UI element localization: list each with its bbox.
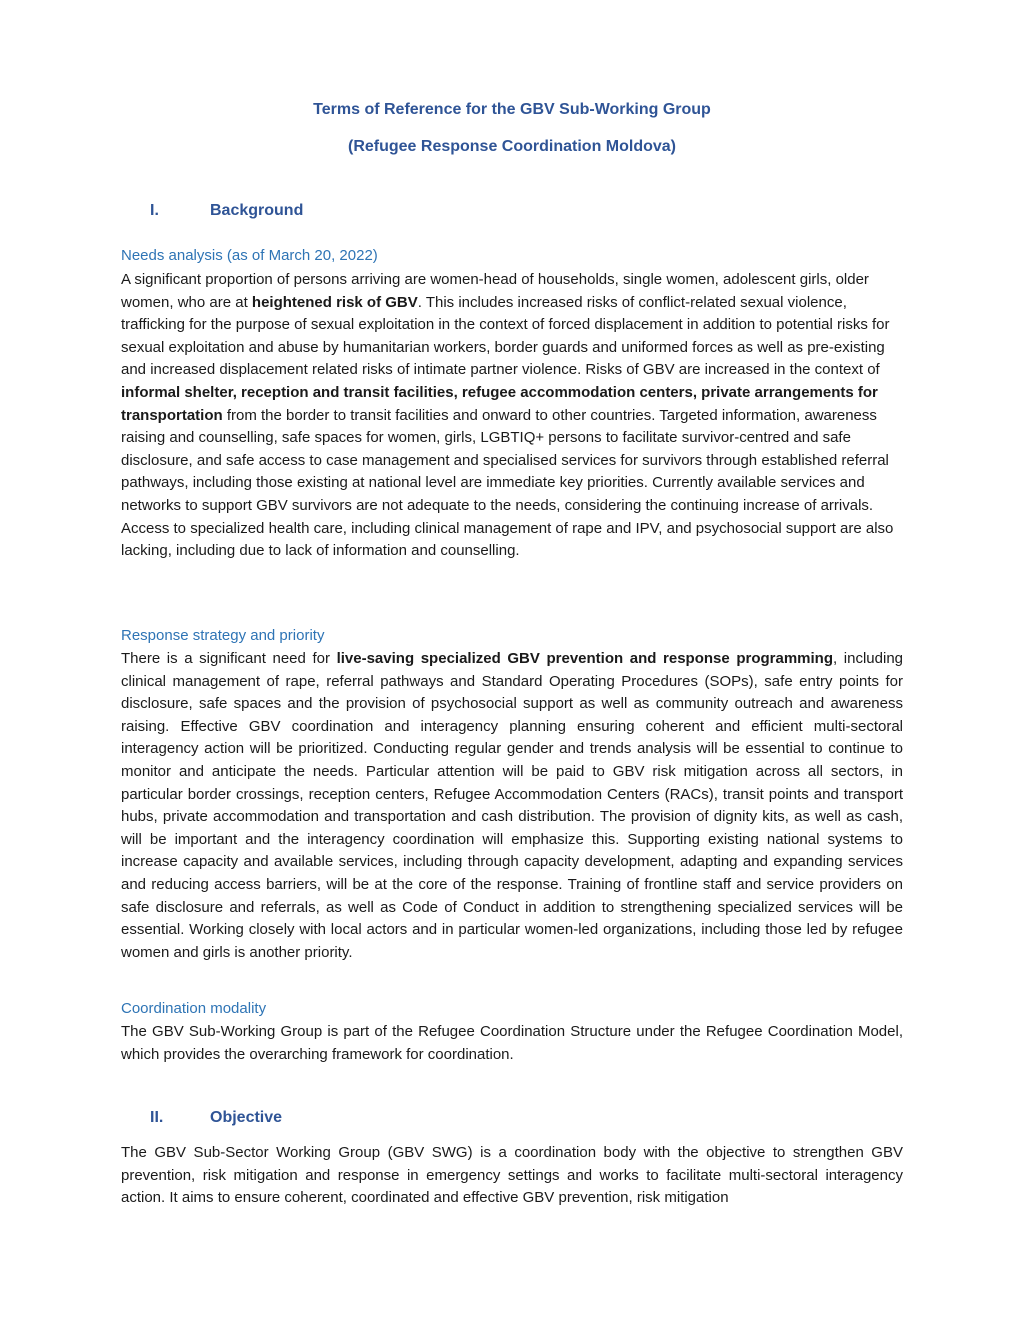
emphasis-text: informal shelter, reception and transit facilities, refugee accommodation centers, private arrangements for transportation [121,383,878,424]
section-number: II. [150,1109,164,1126]
paragraph-text: from the border to transit facilities and onward to other countries. Targeted information, awareness raising and counselling, safe spaces for women, girls, LGBTIQ+ persons to facilitate survivor-centred and safe disclosure, and safe access to case management and specialised services for survivors through established referral pathways, including those existing at national level are immediate key priorities. Currently available services and networks to support GBV survivors are not adequate to the needs, considering the continuing increase of arrivals. Access to specialized health care, including clinical management of rape and IPV, and psychosocial support are also lacking, including due to lack of information and counselling. [121,406,894,560]
paragraph-text: There is a significant need for [121,650,337,667]
section-heading-objective [150,1109,282,1127]
section-title: Background [210,202,304,219]
response-strategy-paragraph [121,648,903,964]
paragraph-text: . This includes increased risks of conflict-related sexual violence, trafficking for the purpose of sexual exploitation in the context of forced displacement in addition to potential risks for sexual exploitation and abuse by humanitarian workers, border guards and uniformed forces as well as pre-existing and increased displacement related risks of intimate partner violence. Risks of GBV are increased in the context of [121,293,890,379]
coordination-modality-paragraph: The GBV Sub-Working Group is part of the Refugee Coordination Structure under the Refugee Coordination Model, which provides the overarching framework for coordination. [121,1023,903,1063]
emphasis-text: live-saving specialized GBV prevention and response programming [336,650,834,667]
needs-analysis-heading: Needs analysis (as of March 20, 2022) [121,247,378,264]
emphasis-text: heightened risk of GBV [251,293,418,311]
section-heading-background [150,202,303,220]
needs-analysis-paragraph [121,269,903,563]
paragraph-text: A significant proportion of persons arriving are women-head of households, single women, adolescent girls, older women, who are at [121,271,869,311]
document-title: Terms of Reference for the GBV Sub-Working Group [313,101,711,118]
section-title: Objective [210,1109,283,1126]
document-subtitle: (Refugee Response Coordination Moldova) [347,138,676,155]
section-number: I. [150,202,159,219]
objective-paragraph: The GBV Sub-Sector Working Group (GBV SWG) is a coordination body with the objective to strengthen GBV prevention, risk mitigation and response in emergency settings and works to facilitate multi-sectoral interagency action. It aims to ensure coherent, coordinated and effective GBV prevention, risk mitigation [121,1144,903,1207]
coordination-modality-heading: Coordination modality [121,1000,267,1017]
paragraph-text: , including clinical management of rape, referral pathways and Standard Operating Procedures (SOPs), safe entry points for disclosure, safe spaces and the provision of psychosocial support as well as community outreach and awareness raising. Effective GBV coordination and interagency planning ensuring coherent and efficient multi-sectoral interagency action will be prioritized. Conducting regular gender and trends analysis will be essential to continue to monitor and anticipate the needs. Particular attention will be paid to GBV risk mitigation across all sectors, in particular border crossings, reception centers, Refugee Accommodation Centers (RACs), transit points and transport hubs, private accommodation and transportation and cash distribution. The provision of dignity kits, as well as cash, will be important and the interagency coordination will emphasize this. Supporting existing national systems to increase capacity and available services, including through capacity development, adapting and expanding services and reducing access barriers, will be at the core of the response. Training of frontline staff and service providers on safe disclosure and referrals, as well as Code of Conduct in addition to strengthening specialized services will be essential. Working closely with local actors and in particular women-led organizations, including those led by refugee women and girls is another priority. [121,650,903,961]
response-strategy-heading: Response strategy and priority [121,627,325,644]
